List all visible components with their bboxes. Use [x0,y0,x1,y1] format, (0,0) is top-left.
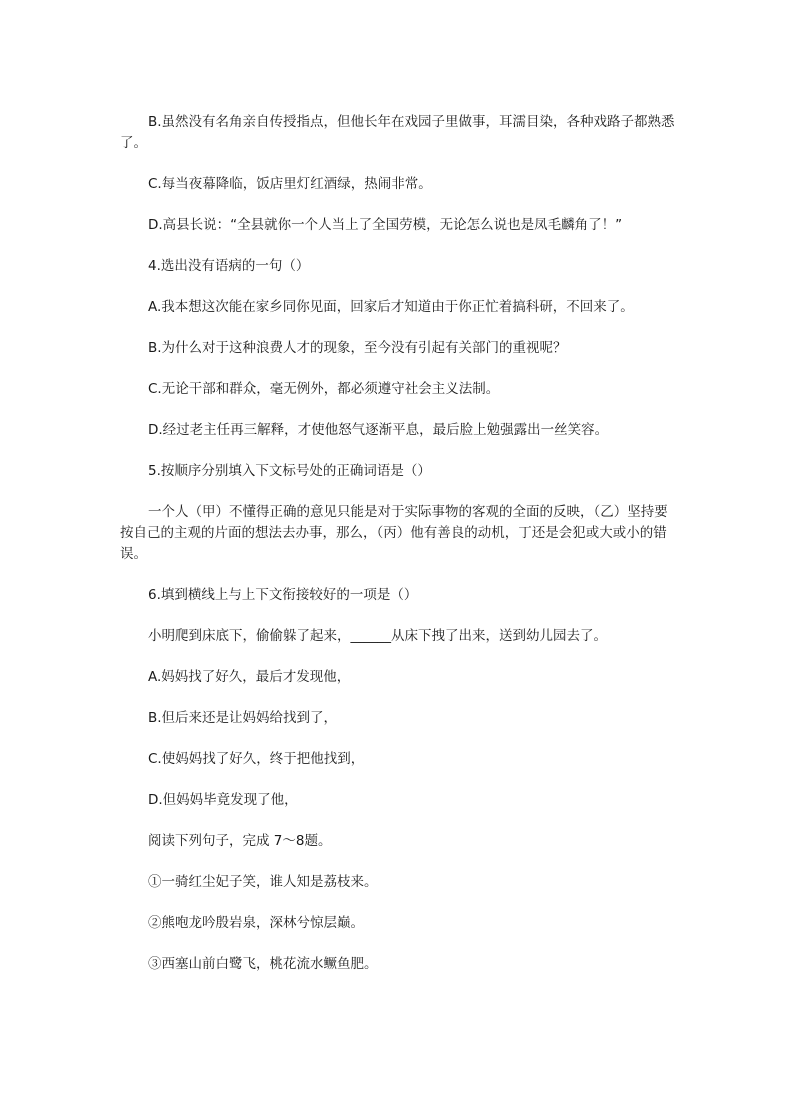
question-4: 4.选出没有语病的一句（） [148,258,310,274]
option-3b: B.虽然没有名角亲自传授指点，但他长年在戏园子里做事，耳濡目染，各种戏路子都熟悉了。 [120,114,675,151]
option-4b: B.为什么对于这种浪费人才的现象，至今没有引起有关部门的重视呢？ [148,340,567,356]
poem-line-3: ③西塞山前白鹭飞，桃花流水鳜鱼肥。 [148,956,378,972]
question-5: 5.按顺序分别填入下文标号处的正确词语是（） [148,463,431,479]
intro-7-8: 阅读下列句子，完成 7～8题。 [148,833,332,849]
option-3d: D.高县长说：“全县就你一个人当上了全国劳模，无论怎么说也是凤毛麟角了！” [148,217,623,233]
document-page [120,112,680,995]
question-6: 6.填到横线上与上下文衔接较好的一项是（） [148,587,418,603]
option-6b: B.但后来还是让妈妈给找到了， [148,710,338,726]
option-6a: A.妈妈找了好久，最后才发现他， [148,669,351,685]
option-6c: C.使妈妈找了好久，终于把他找到， [148,751,365,767]
option-4c: C.无论干部和群众，毫无例外，都必须遵守社会主义法制。 [148,381,500,397]
option-4d: D.经过老主任再三解释，才使他怒气逐渐平息，最后脸上勉强露出一丝笑容。 [148,422,609,438]
poem-line-1: ①一骑红尘妃子笑，谁人知是荔枝来。 [148,874,378,890]
option-4a: A.我本想这次能在家乡同你见面，回家后才知道由于你正忙着搞科研，不回来了。 [148,299,634,315]
option-6d: D.但妈妈毕竟发现了他， [148,792,298,808]
passage-6: 小明爬到床底下，偷偷躲了起来，______从床下拽了出来，送到幼儿园去了。 [148,628,607,644]
option-3c: C.每当夜幕降临，饭店里灯红酒绿，热闹非常。 [148,176,432,192]
poem-line-2: ②熊咆龙吟殷岩泉，深林兮惊层巅。 [148,915,364,931]
passage-5: 一个人（甲）不懂得正确的意见只能是对于实际事物的客观的全面的反映，（乙）坚持要按自己的主观的片面的想法去办事，那么，（丙）他有善良的动机，丁还是会犯或大或小的错误。 [120,504,668,562]
